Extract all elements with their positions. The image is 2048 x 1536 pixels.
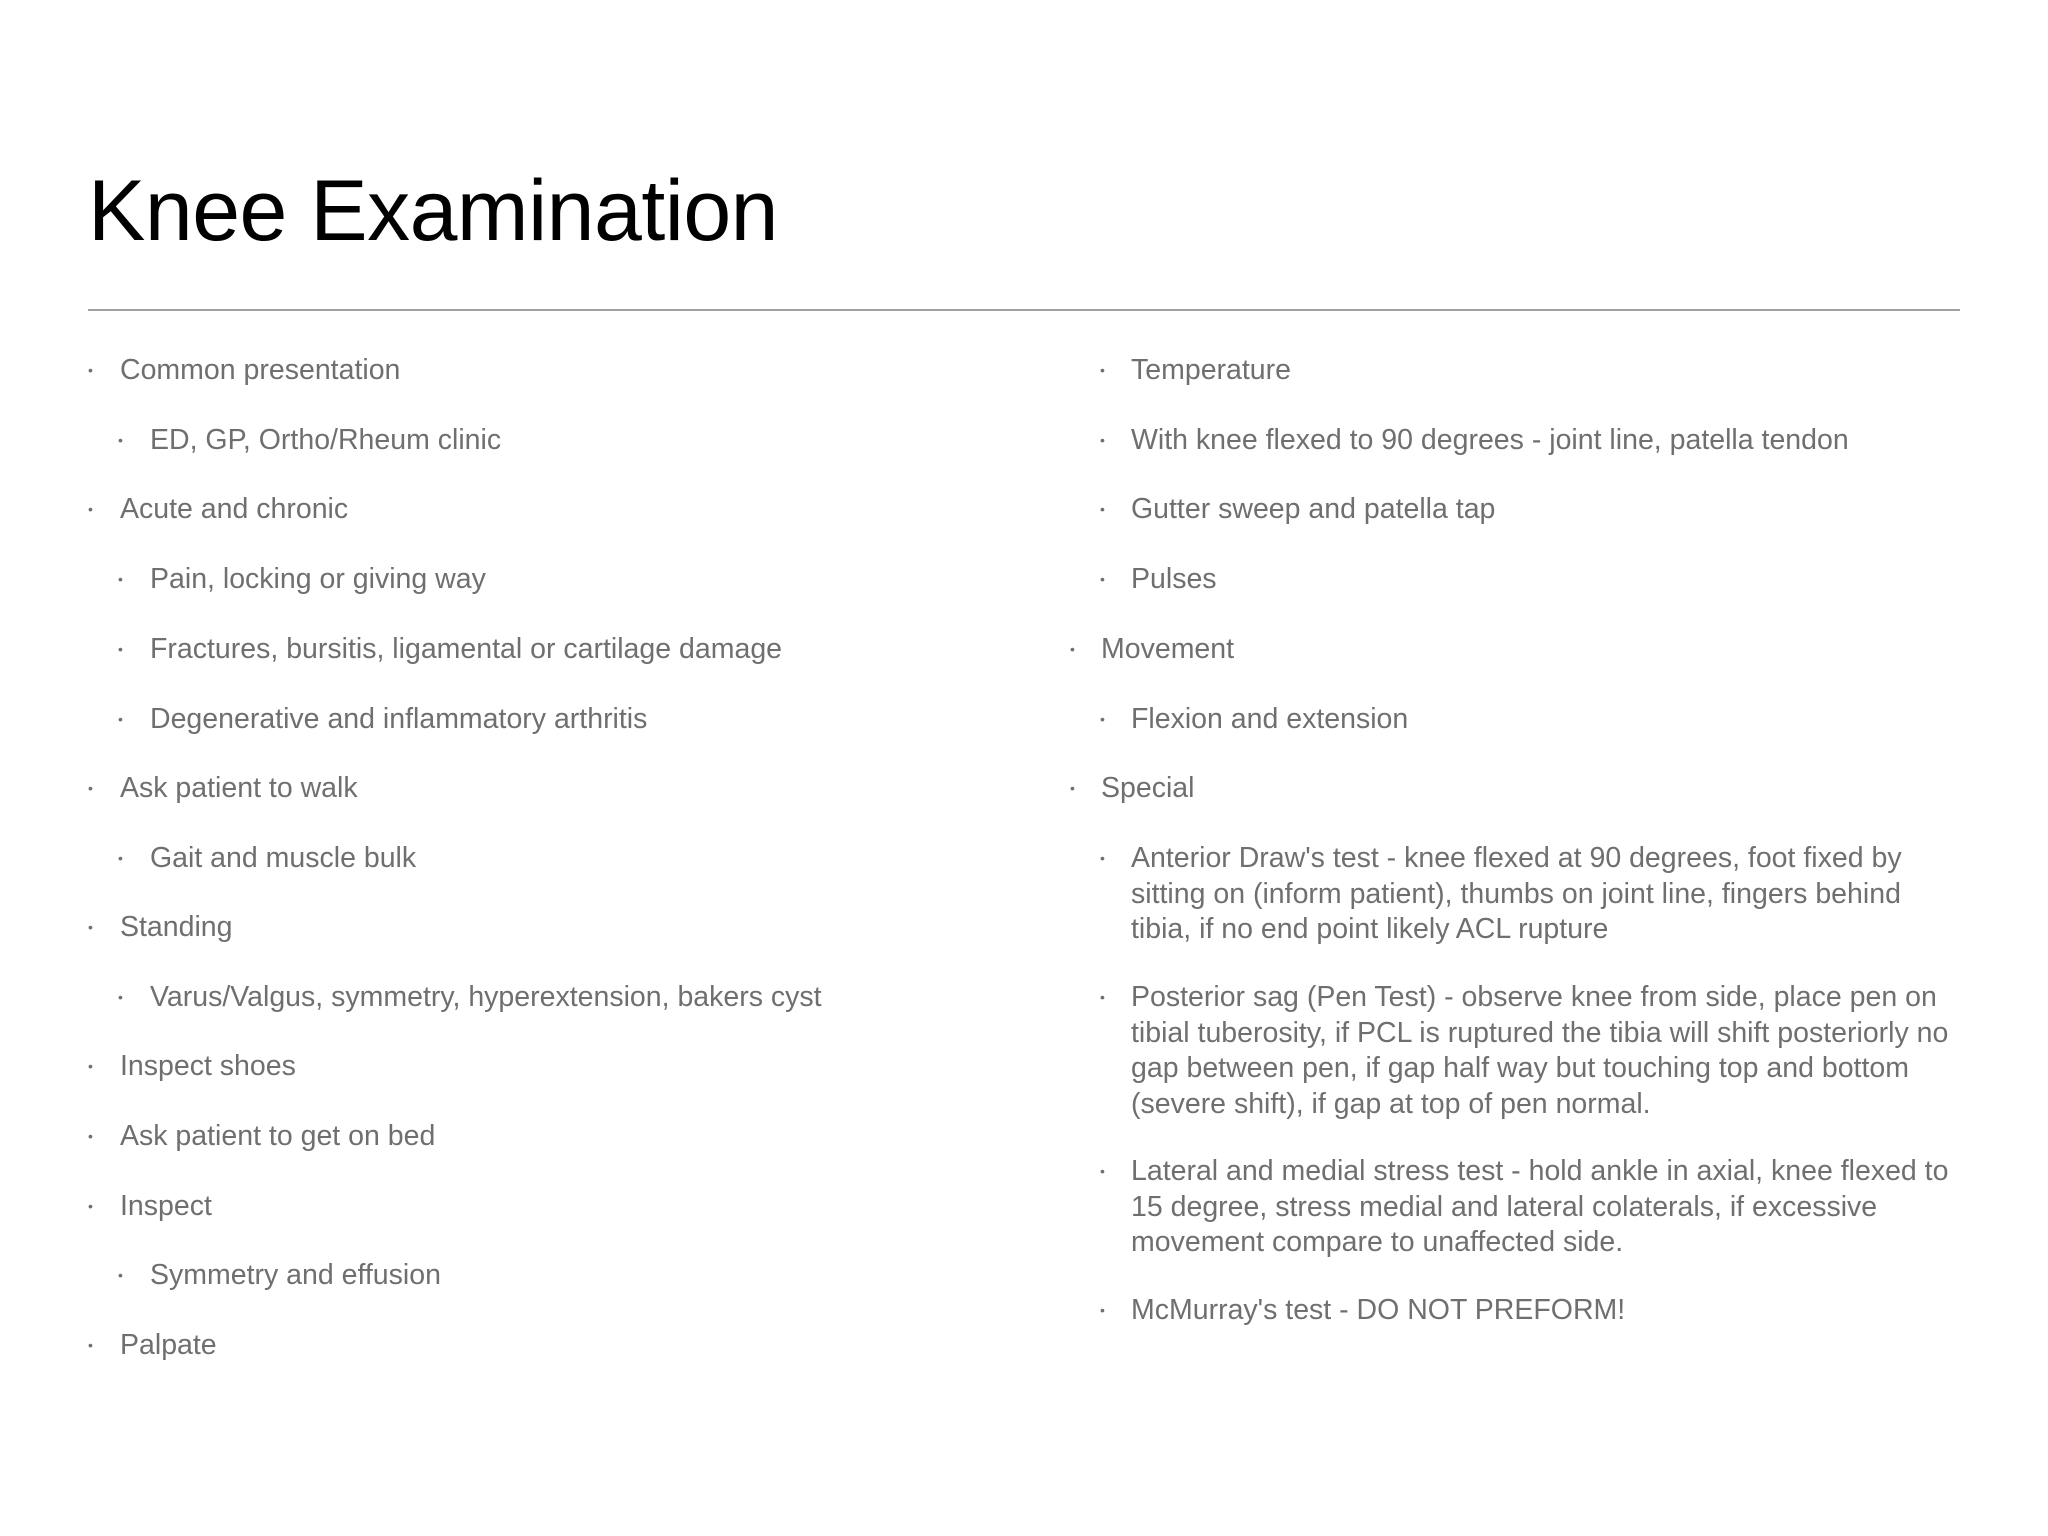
bullet-icon: • <box>118 432 123 448</box>
bullet-item <box>1100 702 1970 738</box>
bullet-icon: • <box>88 362 93 378</box>
bullet-item <box>118 702 988 738</box>
bullet-text: Movement <box>1101 633 1235 665</box>
bullet-icon: • <box>118 571 123 587</box>
bullet-text: Gait and muscle bulk <box>150 842 417 874</box>
bullet-text: Anterior Draw's test - knee flexed at 90 degrees, foot fixed by sitting on (inform patient), thumbs on joint line, fingers behind tibia, if no end point likely ACL rupture <box>1131 842 1902 945</box>
bullet-icon: • <box>1100 1163 1105 1179</box>
bullet-item <box>1100 841 1958 948</box>
bullet-text: Special <box>1101 772 1195 804</box>
bullet-item <box>1100 353 1970 389</box>
bullet-item <box>1100 1154 1968 1261</box>
bullet-text: Temperature <box>1131 354 1291 386</box>
bullet-item <box>1100 423 2000 459</box>
bullet-icon: • <box>118 641 123 657</box>
bullet-text: Palpate <box>120 1329 217 1361</box>
bullet-text: McMurray's test - DO NOT PREFORM! <box>1131 1294 1626 1326</box>
slide-title: Knee Examination <box>88 163 778 259</box>
bullet-text: Gutter sweep and patella tap <box>1131 493 1496 525</box>
bullet-icon: • <box>1100 432 1105 448</box>
bullet-item <box>118 980 1018 1016</box>
bullet-icon: • <box>1070 641 1075 657</box>
bullet-icon: • <box>88 1128 93 1144</box>
bullet-text: Flexion and extension <box>1131 703 1409 735</box>
bullet-icon: • <box>88 501 93 517</box>
bullet-item <box>1100 492 1970 528</box>
bullet-item <box>1100 1293 1970 1329</box>
bullet-item <box>118 1258 988 1294</box>
bullet-icon: • <box>1070 780 1075 796</box>
bullet-text: Inspect shoes <box>120 1050 296 1082</box>
bullet-icon: • <box>118 850 123 866</box>
bullet-item <box>118 841 988 877</box>
bullet-text: Degenerative and inflammatory arthritis <box>150 703 648 735</box>
bullet-icon: • <box>88 780 93 796</box>
bullet-item <box>1100 980 1958 1122</box>
bullet-item <box>1070 771 1970 807</box>
bullet-icon: • <box>1100 989 1105 1005</box>
bullet-icon: • <box>118 711 123 727</box>
bullet-item <box>88 1049 988 1085</box>
bullet-text: Posterior sag (Pen Test) - observe knee from side, place pen on tibial tuberosity, if PCL is ruptured the tibia will shift posteriorly no gap between pen, if gap half way but touching top and bottom (severe shift), if gap at top of pen normal. <box>1131 981 1949 1120</box>
bullet-item <box>88 1328 988 1364</box>
bullet-text: Symmetry and effusion <box>150 1259 441 1291</box>
bullet-text: Standing <box>120 911 233 943</box>
bullet-icon: • <box>1100 501 1105 517</box>
bullet-text: Fractures, bursitis, ligamental or cartilage damage <box>150 633 783 665</box>
bullet-icon: • <box>1100 571 1105 587</box>
bullet-text: ED, GP, Ortho/Rheum clinic <box>150 424 502 456</box>
bullet-text: Varus/Valgus, symmetry, hyperextension, bakers cyst <box>150 981 822 1013</box>
bullet-icon: • <box>1100 850 1105 866</box>
bullet-item <box>88 910 988 946</box>
bullet-text: Ask patient to walk <box>120 772 358 804</box>
bullet-icon: • <box>88 1058 93 1074</box>
bullet-icon: • <box>88 919 93 935</box>
bullet-item <box>88 1189 988 1225</box>
bullet-item <box>118 632 988 668</box>
title-divider <box>88 309 1960 311</box>
bullet-text: Inspect <box>120 1190 212 1222</box>
bullet-text: Ask patient to get on bed <box>120 1120 436 1152</box>
bullet-item <box>88 353 988 389</box>
bullet-icon: • <box>1100 711 1105 727</box>
bullet-item <box>118 423 988 459</box>
bullet-item <box>118 562 988 598</box>
bullet-icon: • <box>1100 362 1105 378</box>
bullet-item <box>88 771 988 807</box>
bullet-text: Lateral and medial stress test - hold ankle in axial, knee flexed to 15 degree, stress medial and lateral colaterals, if excessive movement compare to unaffected side. <box>1131 1155 1949 1258</box>
bullet-icon: • <box>118 989 123 1005</box>
bullet-text: With knee flexed to 90 degrees - joint line, patella tendon <box>1131 424 1849 456</box>
bullet-item <box>1100 562 1970 598</box>
bullet-item <box>88 492 988 528</box>
bullet-icon: • <box>1100 1302 1105 1318</box>
bullet-text: Acute and chronic <box>120 493 349 525</box>
bullet-item <box>88 1119 988 1155</box>
bullet-item <box>1070 632 1970 668</box>
bullet-icon: • <box>88 1198 93 1214</box>
bullet-icon: • <box>118 1267 123 1283</box>
bullet-text: Common presentation <box>120 354 401 386</box>
bullet-text: Pulses <box>1131 563 1217 595</box>
bullet-text: Pain, locking or giving way <box>150 563 486 595</box>
bullet-icon: • <box>88 1337 93 1353</box>
